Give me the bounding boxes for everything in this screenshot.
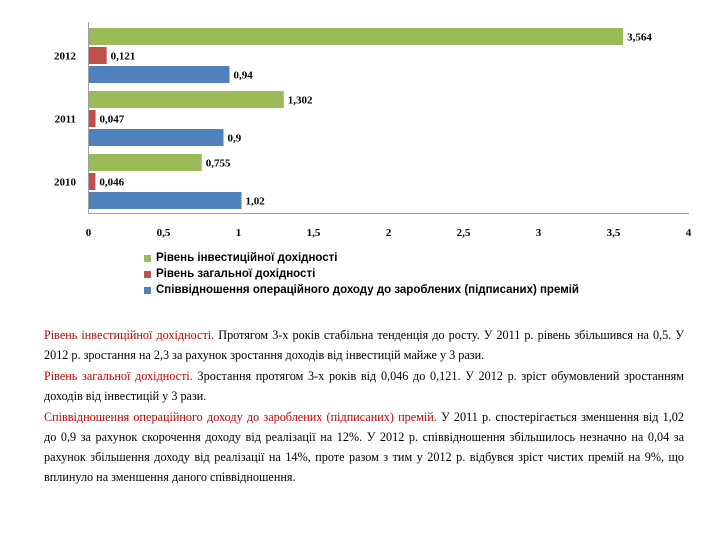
x-tick-label: 3,5 [606,227,621,239]
data-label-2010-operating-ratio: 1,02 [245,195,265,208]
paragraph-operating-ratio [44,407,684,487]
bars-group [89,28,624,209]
data-label-2011-overall: 0,047 [99,113,125,126]
bar-chart [0,0,720,250]
bar-2011-operating-ratio [89,129,224,146]
bar-2010-operating-ratio [89,192,242,209]
x-tick-label: 4 [685,227,692,239]
paragraph-overall-body: Зростання протягом 3-х років від 0,046 до 0,121. У 2012 р. зріст обумовлений зростанням доходів від інвестицій у 3 рази. [44,369,684,403]
x-tick-label: 2,5 [456,227,471,239]
legend-swatch-operating-ratio [144,287,151,294]
legend-label-operating-ratio: Співвідношення операційного доходу до зароблених (підписаних) премій [156,284,579,296]
x-tick-label: 2 [385,227,392,239]
bar-2011-investment [89,91,284,108]
category-labels-group [54,51,77,189]
term-investment: Рівень інвестиційної дохідності. [44,328,215,342]
category-label-2011: 2011 [54,113,76,126]
data-label-2010-investment: 0,755 [205,157,231,170]
legend-swatch-investment [144,255,151,262]
bar-2011-overall [89,110,96,127]
x-tick-label: 0 [85,227,92,239]
bar-2010-investment [89,154,202,171]
legend-label-investment: Рівень інвестиційної дохідності [156,252,338,264]
bar-2012-overall [89,47,107,64]
paragraph-investment-body: Протягом 3-х років стабільна тенденція до росту. У 2011 р. рівень збільшився на 0,5. У 2012 р. зростання на 2,3 за рахунок зростання доходів від інвестицій майже у 3 рази. [44,328,684,362]
data-label-2012-operating-ratio: 0,94 [233,69,253,82]
term-operating-ratio: Співвідношення операційного доходу до зароблених (підписаних) премій. [44,410,437,424]
legend-item-investment [144,250,579,266]
paragraph-investment [44,325,684,365]
bar-2012-operating-ratio [89,66,230,83]
term-overall: Рівень загальної дохідності. [44,369,193,383]
bar-2010-overall [89,173,96,190]
legend-item-operating-ratio [144,282,579,298]
legend-swatch-overall [144,271,151,278]
bar-2012-investment [89,28,624,45]
paragraph-overall [44,366,684,406]
legend-label-overall: Рівень загальної дохідності [156,268,316,280]
value-labels-group [99,32,652,208]
x-tick-label: 1,5 [306,227,321,239]
x-tick-label: 1 [235,227,242,239]
legend-item-overall [144,266,579,282]
x-tick-label: 0,5 [156,227,171,239]
data-label-2011-operating-ratio: 0,9 [227,132,242,145]
paragraph-operating-ratio-body: У 2011 р. спостерігається зменшення від 1,02 до 0,9 за рахунок скорочення доходу від реалізації на 12%. У 2012 р. співвідношення збільшилось незначно на 0,04 за рахунок збільшення доходу від реалізації на 14%, проте разом з тим у 2012 р. відбувся зріст чистих премій на 9%, що вплинуло на зменшення даного співвідношення. [44,410,684,484]
category-label-2010: 2010 [54,176,76,189]
category-label-2012: 2012 [54,50,76,63]
data-label-2012-investment: 3,564 [627,31,652,44]
x-tick-label: 3 [535,227,542,239]
data-label-2011-investment: 1,302 [287,94,313,107]
legend [144,250,579,298]
analysis-text [44,325,684,488]
data-label-2010-overall: 0,046 [99,176,125,189]
x-tick-labels-group [86,227,692,239]
data-label-2012-overall: 0,121 [110,50,136,63]
